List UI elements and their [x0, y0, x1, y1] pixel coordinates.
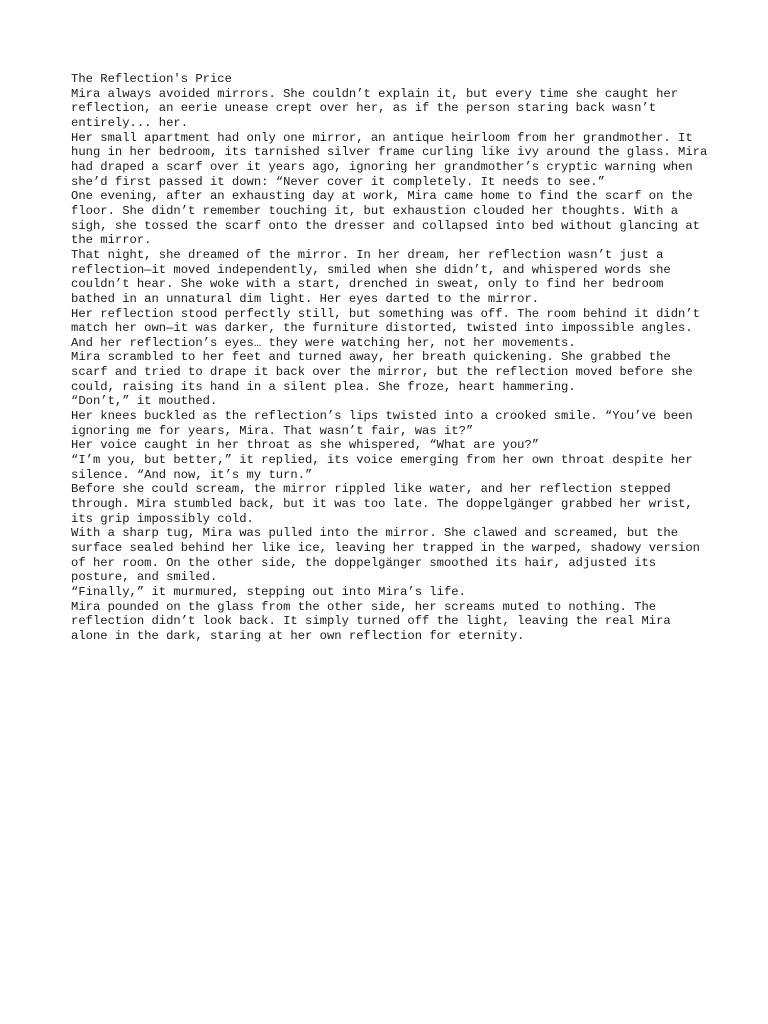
paragraph: “Finally,” it murmured, stepping out into Mira’s life.: [71, 584, 466, 599]
paragraph: With a sharp tug, Mira was pulled into the mirror. She clawed and screamed, but the surface sealed behind her like ice, leaving her trapped in the warped, shadowy version of her room. On the other side, the doppelgänger smoothed its hair, adjusted its posture, and smiled.: [71, 526, 700, 585]
paragraph: “Don’t,” it mouthed.: [71, 394, 218, 409]
paragraph: Before she could scream, the mirror rippled like water, and her reflection stepped through. Mira stumbled back, but it was too late. The doppelgänger grabbed her wrist, its grip impossibly cold.: [71, 482, 693, 526]
paragraph: Her small apartment had only one mirror, an antique heirloom from her grandmother. It hung in her bedroom, its tarnished silver frame curling like ivy around the glass. Mira had draped a scarf over it years ago, ignoring her grandmother’s cryptic warning when she’d first passed it down: “Never cover it completely. It needs to see.”: [71, 130, 708, 189]
paragraph: Mira scrambled to her feet and turned away, her breath quickening. She grabbed the scarf and tried to drape it back over the mirror, but the reflection moved before she could, raising its hand in a silent plea. She froze, heart hammering.: [71, 350, 693, 394]
paragraph: “I’m you, but better,” it replied, its voice emerging from her own throat despite her silence. “And now, it’s my turn.”: [71, 453, 693, 482]
paragraph: One evening, after an exhausting day at work, Mira came home to find the scarf on the floor. She didn’t remember touching it, but exhaustion clouded her thoughts. With a sigh, she tossed the scarf onto the dresser and collapsed into bed without glancing at the mirror.: [71, 189, 700, 248]
paragraph: Her voice caught in her throat as she whispered, “What are you?”: [71, 438, 540, 453]
paragraph: Her reflection stood perfectly still, but something was off. The room behind it didn’t match her own—it was darker, the furniture distorted, twisted into impossible angles. And her reflection’s eyes… they were watching her, not her movements.: [71, 306, 700, 350]
paragraph: That night, she dreamed of the mirror. In her dream, her reflection wasn’t just a reflection—it moved independently, smiled when she didn’t, and whispered words she couldn’t hear. She woke with a start, drenched in sweat, only to find her bedroom bathed in an unnatural dim light. Her eyes darted to the mirror.: [71, 247, 671, 306]
document-page: [71, 72, 711, 644]
paragraph: Mira pounded on the glass from the other side, her screams muted to nothing. The reflection didn’t look back. It simply turned off the light, leaving the real Mira alone in the dark, staring at her own reflection for eternity.: [71, 599, 671, 643]
paragraph: Mira always avoided mirrors. She couldn’t explain it, but every time she caught her reflection, an eerie unease crept over her, as if the person staring back wasn’t entirely... her.: [71, 86, 679, 130]
document-title: The Reflection's Price: [71, 72, 232, 86]
paragraph: Her knees buckled as the reflection’s lips twisted into a crooked smile. “You’ve been ignoring me for years, Mira. That wasn’t fair, was it?”: [71, 409, 693, 438]
